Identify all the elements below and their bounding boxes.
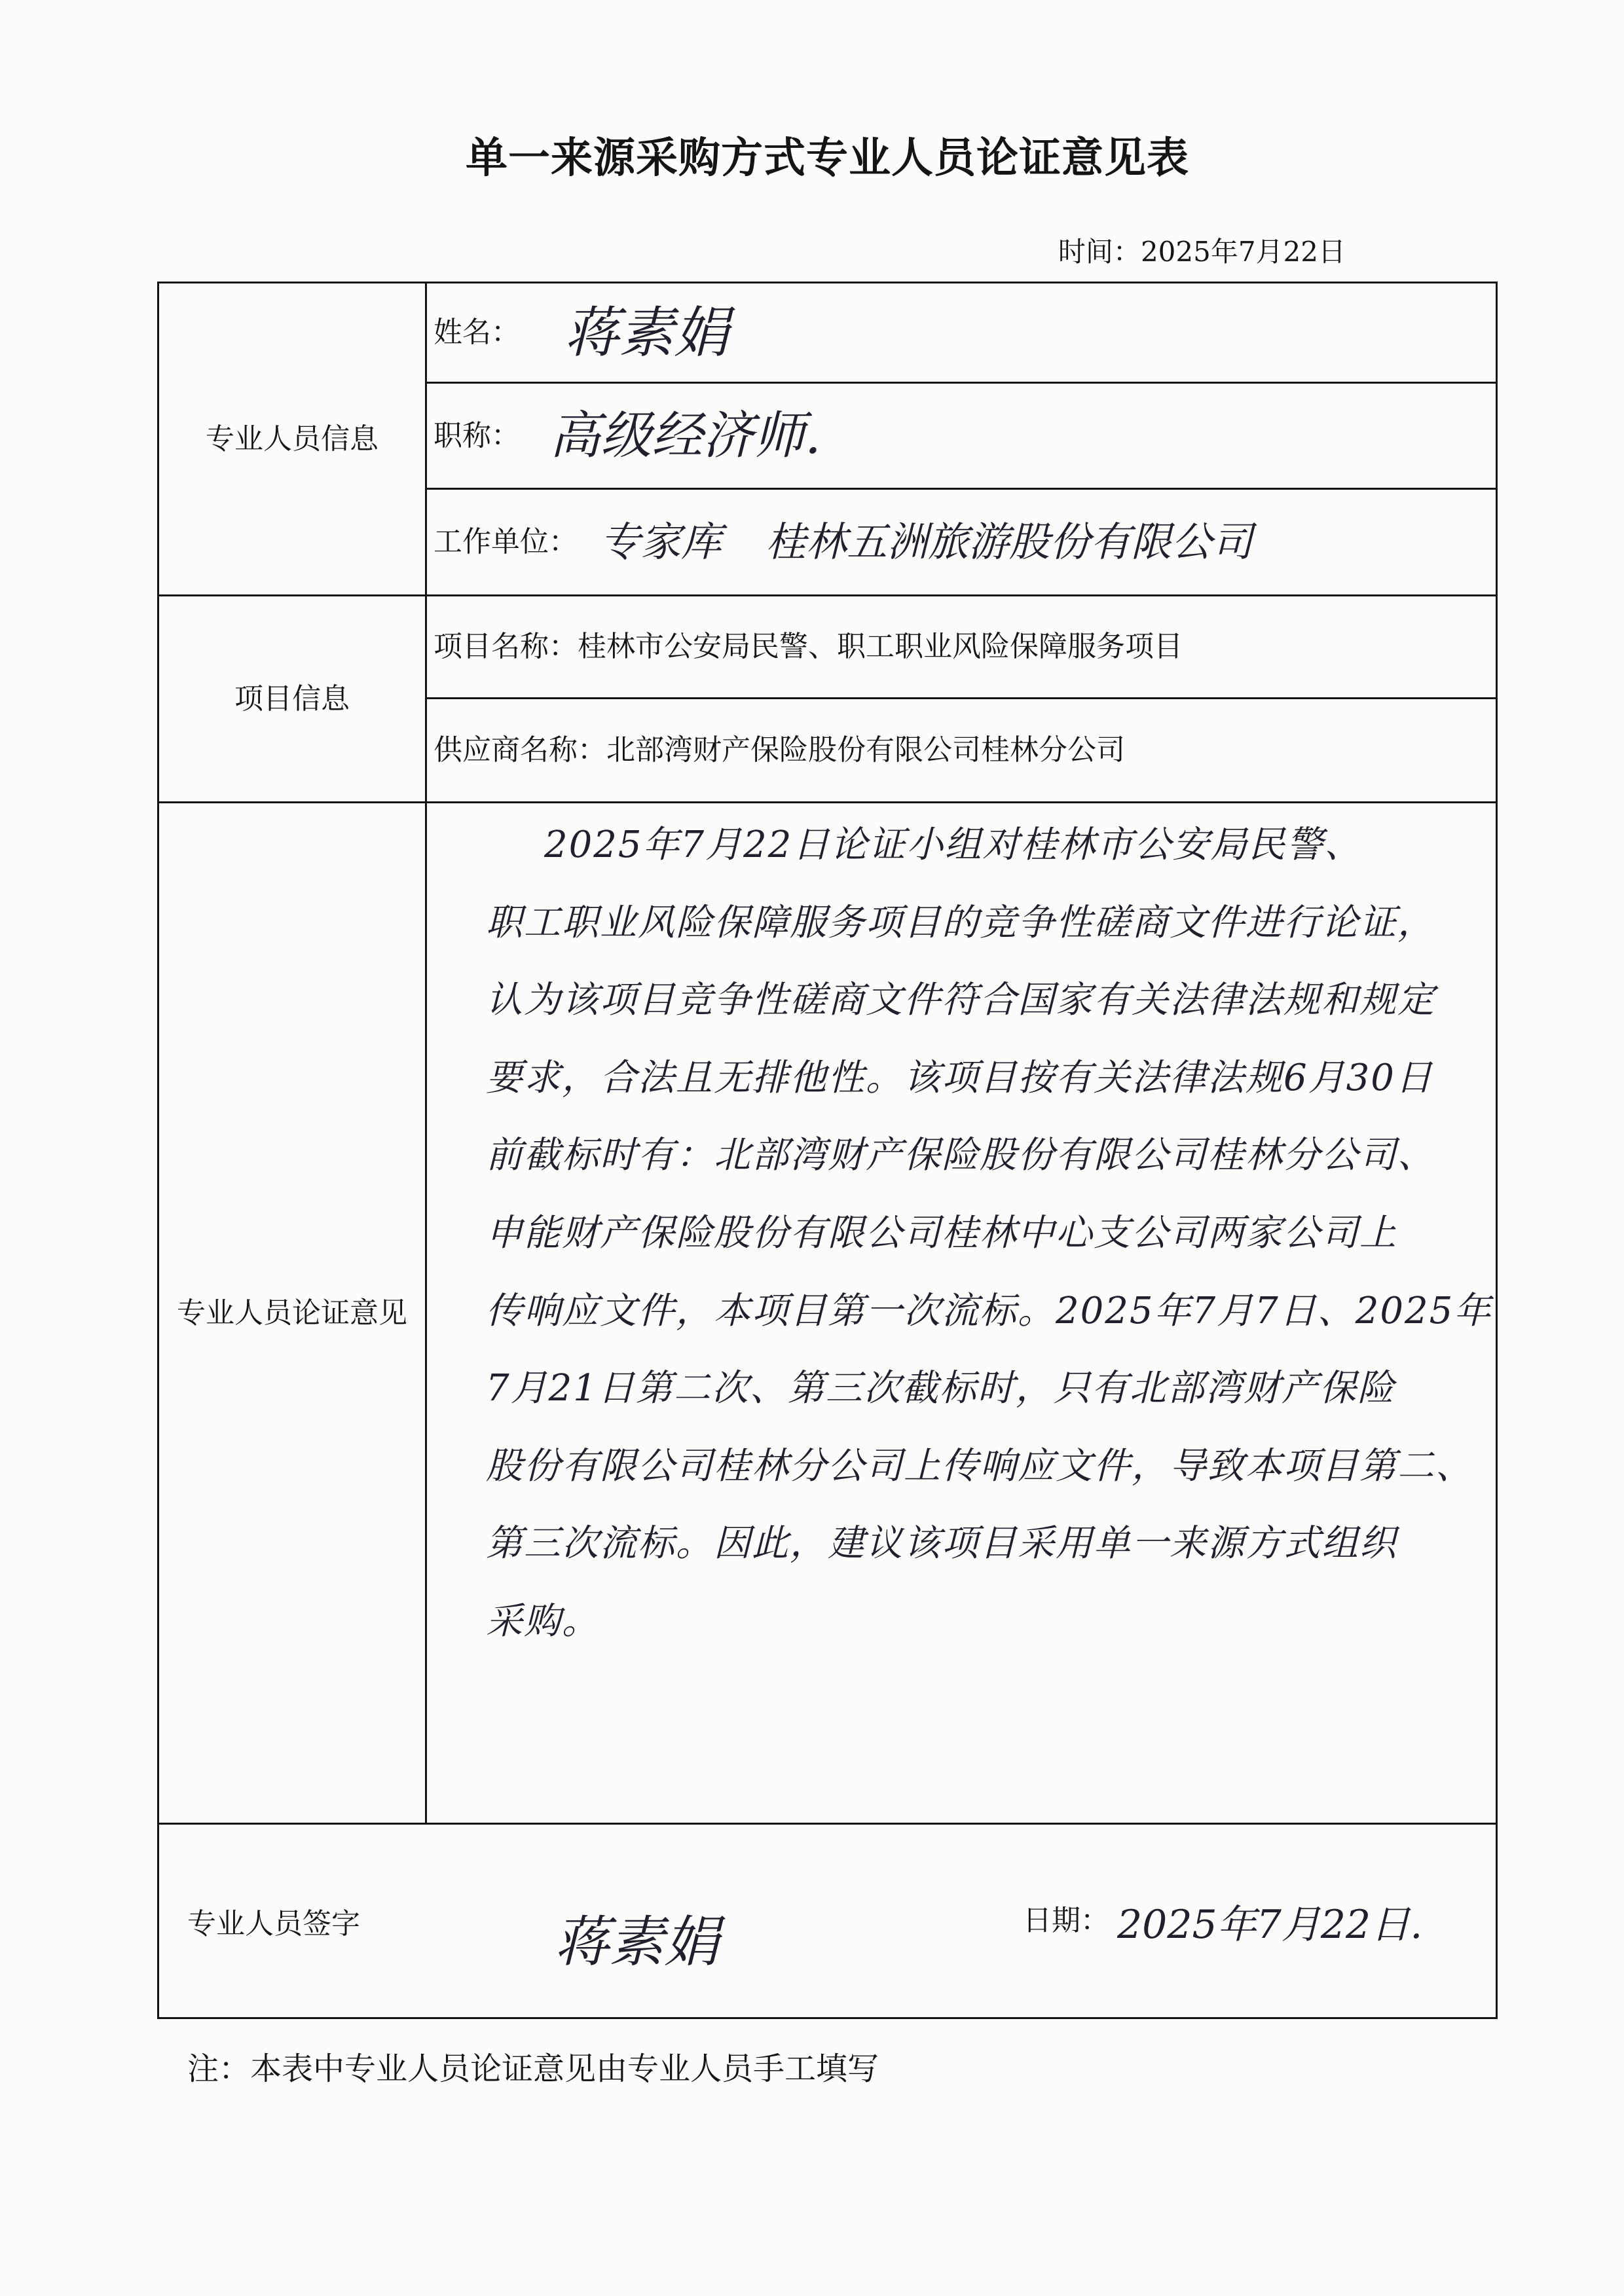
section-label-personnel-info: 专业人员信息 — [206, 422, 378, 456]
opinion-line: 股份有限公司桂林分公司上传响应文件，导致本项目第二、 — [486, 1444, 1473, 1487]
opinion-line: 采购。 — [486, 1599, 600, 1643]
professional-title-row — [427, 384, 1496, 490]
opinion-line: 认为该项目竞争性磋商文件符合国家有关法律法规和规定 — [486, 979, 1435, 1022]
name-handwritten-value: 蒋素娟 — [564, 301, 729, 365]
signature-label: 专业人员签字 — [187, 1907, 360, 1941]
employer-handwritten-pool: 专家库 — [600, 518, 722, 566]
section-project-info — [159, 596, 427, 803]
professional-title-label: 职称： — [434, 418, 520, 452]
signature-row — [159, 1825, 1496, 2017]
opinion-line: 职工职业风险保障服务项目的竞争性磋商文件进行论证， — [486, 901, 1435, 944]
form-date-value: 2025年7月22日 — [1140, 236, 1346, 268]
project-name-row — [427, 596, 1496, 699]
form-date — [1058, 236, 1346, 268]
supplier-name-label: 供应商名称： — [434, 733, 606, 767]
employer-label: 工作单位： — [434, 525, 578, 558]
opinion-line: 第三次流标。因此，建议该项目采用单一来源方式组织 — [486, 1522, 1397, 1565]
signature-date-label: 日期： — [1023, 1904, 1109, 1937]
opinion-line: 传响应文件，本项目第一次流标。2025年7月7日、2025年 — [486, 1289, 1492, 1332]
supplier-name-value: 北部湾财产保险股份有限公司桂林分公司 — [606, 733, 1125, 767]
signature-date-handwritten-value: 2025年7月22日. — [1117, 1902, 1423, 1948]
project-name-label: 项目名称： — [434, 630, 578, 663]
handwritten-signature: 蒋素娟 — [554, 1910, 720, 1974]
opinion-line: 7月21日第二次、第三次截标时，只有北部湾财产保险 — [486, 1367, 1395, 1410]
project-name-value: 桂林市公安局民警、职工职业风险保障服务项目 — [578, 630, 1183, 663]
professional-title-handwritten-value: 高级经济师. — [549, 406, 821, 465]
section-opinion — [159, 803, 427, 1825]
opinion-line: 申能财产保险股份有限公司桂林中心支公司两家公司上 — [486, 1211, 1397, 1254]
form-date-label: 时间： — [1058, 236, 1141, 268]
employer-handwritten-company: 桂林五洲旅游股份有限公司 — [766, 518, 1253, 566]
opinion-text-area — [427, 803, 1496, 1825]
section-label-project-info: 项目信息 — [234, 682, 350, 716]
section-label-opinion: 专业人员论证意见 — [177, 1296, 407, 1330]
supplier-name-row — [427, 699, 1496, 803]
opinion-line: 要求，合法且无排他性。该项目按有关法律法规6月30日 — [486, 1056, 1433, 1099]
name-row — [427, 283, 1496, 384]
opinion-line: 2025年7月22日论证小组对桂林市公安局民警、 — [544, 824, 1363, 866]
form-footnote: 注：本表中专业人员论证意见由专业人员手工填写 — [187, 2050, 879, 2087]
form-title: 单一来源采购方式专业人员论证意见表 — [466, 134, 1189, 183]
employer-row — [427, 490, 1496, 596]
opinion-line: 前截标时有：北部湾财产保险股份有限公司桂林分公司、 — [486, 1134, 1435, 1177]
form-table — [157, 282, 1498, 2019]
name-label: 姓名： — [434, 316, 520, 349]
section-personnel-info — [159, 283, 427, 596]
